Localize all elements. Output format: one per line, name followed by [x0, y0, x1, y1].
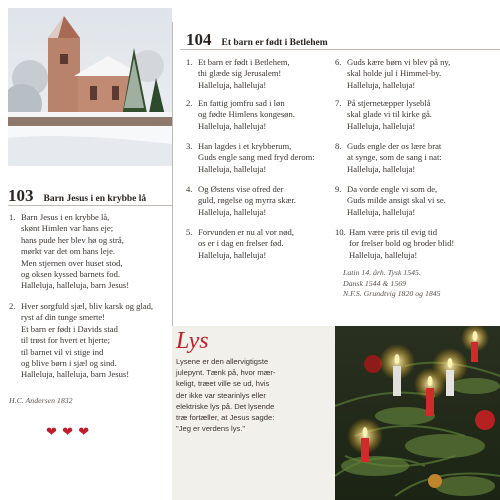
hymn-104-verse-8 [335, 141, 497, 177]
verse-line: Halleluja, halleluja! [198, 120, 267, 131]
verse-line: skal glade vi til kirke gå. [347, 109, 432, 120]
hymn-104-verse-6 [335, 57, 497, 93]
verse-line: På stjernetæpper lyseblå [347, 98, 431, 108]
verse-line: Halleluja, halleluja! [347, 206, 416, 217]
verse-line: thi glæde sig Jerusalem! [198, 68, 282, 79]
hymn-104-verse-2 [186, 98, 336, 134]
verse-line: Halleluja, halleluja! [198, 249, 267, 260]
hymn-104-credits [343, 268, 441, 300]
verse-number: 10. [335, 227, 346, 237]
verse-line: Guds engle der os lære brat [347, 141, 442, 151]
verse-line: Ham være pris til evig tid [349, 227, 438, 237]
verse-line: Et barn er født i Davids stad [21, 323, 118, 334]
verse-number: 7. [335, 98, 342, 108]
verse-line: at synge, som de sang i nat: [347, 152, 442, 163]
hymn-104-rule [180, 49, 500, 50]
verse-line: Halleluja, halleluja! [198, 163, 267, 174]
lys-line: "Jeg er verdens lys." [176, 424, 246, 434]
verse-number: 1. [186, 57, 193, 67]
credit-line: N.F.S. Grundtvig 1820 og 1845 [343, 289, 441, 298]
verse-number: 9. [335, 184, 342, 194]
verse-line: ryst af din tunge smerte! [21, 312, 106, 323]
verse-line: Halleluja, halleluja! [198, 79, 267, 90]
verse-line: Forvunden er nu al vor nød, [198, 227, 294, 237]
credit-line: Dansk 1544 & 1569 [343, 278, 407, 288]
lys-line: Lysene er den allervigtigste [176, 357, 269, 366]
verse-line: Guds engle sang med fryd derom: [198, 152, 315, 163]
verse-line: og oksen kyssed barnets fod. [21, 268, 121, 279]
verse-line: Da vorde engle vi som de, [347, 184, 438, 194]
verse-line: Halleluja, halleluja! [349, 249, 418, 260]
lys-line: elektriske lys på. Det lysende [176, 401, 275, 411]
verse-line: Barn Jesus i en krybbe lå, [21, 212, 110, 222]
hymn-104-verse-1 [186, 57, 336, 93]
verse-line: Halleluja, halleluja! [347, 120, 416, 131]
verse-line: mørkt var det om hans leje. [21, 246, 116, 257]
lys-line: der ikke var stearinlys eller [176, 390, 266, 400]
verse-line: guld, røgelse og myrra skær. [198, 195, 296, 206]
hymn-103-title: Barn Jesus i en krybbe lå [43, 194, 147, 204]
candles-photo [335, 326, 500, 500]
verse-line: skal holde jul i Himmel-by. [347, 68, 442, 79]
hymn-104-verse-5 [186, 227, 336, 263]
verse-number: 5. [186, 227, 193, 237]
hymn-103-number: 103 [8, 186, 34, 205]
church-photo [8, 8, 172, 166]
verse-line: Hver sorgfuld sjæl, bliv karsk og glad, [21, 301, 154, 311]
hymn-104-title: Et barn er født i Betlehem [221, 38, 328, 48]
verse-line: En fattig jomfru sad i løn [198, 98, 285, 108]
verse-line: Et barn er født i Betlehem, [198, 57, 290, 67]
verse-line: Han lagdes i et krybberum, [198, 141, 292, 151]
hymn-103-rule [8, 205, 172, 206]
verse-line: Og Østens vise ofred der [198, 184, 284, 194]
hymn-103-verse-2 [9, 301, 171, 383]
verse-line: Halleluja, halleluja, barn Jesus! [21, 280, 130, 291]
verse-number: 1. [9, 212, 16, 222]
verse-line: Halleluja, halleluja! [347, 79, 416, 90]
lys-line: træ fortæller, at Jesus sagde: [176, 412, 275, 422]
hymn-104-verse-7 [335, 98, 497, 134]
verse-line: til trøst for hvert et hjerte; [21, 335, 111, 346]
verse-number: 8. [335, 141, 342, 151]
hymn-104-heading [186, 30, 328, 50]
hymn-103-verse-1 [9, 212, 171, 294]
hymn-104-verse-4 [186, 184, 336, 220]
hymn-104-verse-9 [335, 184, 497, 220]
verse-line: Guds milde ansigt skal vi se. [347, 195, 446, 206]
verse-number: 6. [335, 57, 342, 67]
hymn-104-number: 104 [186, 30, 212, 49]
lys-line: julepynt. Tænk på, hvor mær- [176, 368, 276, 378]
verse-line: til barnet vil vi stige ind [21, 346, 104, 357]
verse-line: Halleluja, halleluja! [347, 163, 416, 174]
verse-line: skønt Himlen var hans eje; [21, 223, 114, 234]
credit-line: Latin 14. årh. Tysk 1545. [343, 268, 421, 277]
verse-line: og fødte Himlens kongesøn. [198, 109, 295, 120]
verse-line: for frelser bold og broder blid! [349, 238, 455, 249]
verse-number: 2. [186, 98, 193, 108]
verse-number: 4. [186, 184, 193, 194]
verse-line: og blive børn i sjæl og sind. [21, 357, 117, 368]
verse-line: Guds kære børn vi blev på ny, [347, 57, 451, 67]
hymn-103-heading [8, 186, 146, 206]
verse-line: Halleluja, halleluja, barn Jesus! [21, 369, 130, 380]
verse-number: 3. [186, 141, 193, 151]
hymn-104-verse-3 [186, 141, 336, 177]
verse-line: os er i dag en frelser fød. [198, 238, 284, 249]
hymn-103-credit: H.C. Andersen 1832 [9, 396, 73, 405]
verse-number: 2. [9, 301, 16, 311]
lys-title: Lys [176, 328, 209, 354]
lys-text [176, 356, 332, 434]
verse-line: Halleluja, halleluja! [198, 206, 267, 217]
lys-line: keligt, træet ville se ud, hvis [176, 379, 270, 389]
hymn-104-verse-10 [335, 227, 497, 263]
hearts-ornament: ❤ ❤ ❤ [46, 424, 91, 439]
verse-line: hans pude her blev hø og strå, [21, 234, 124, 245]
verse-line: Men stjernen over huset stod, [21, 257, 123, 268]
